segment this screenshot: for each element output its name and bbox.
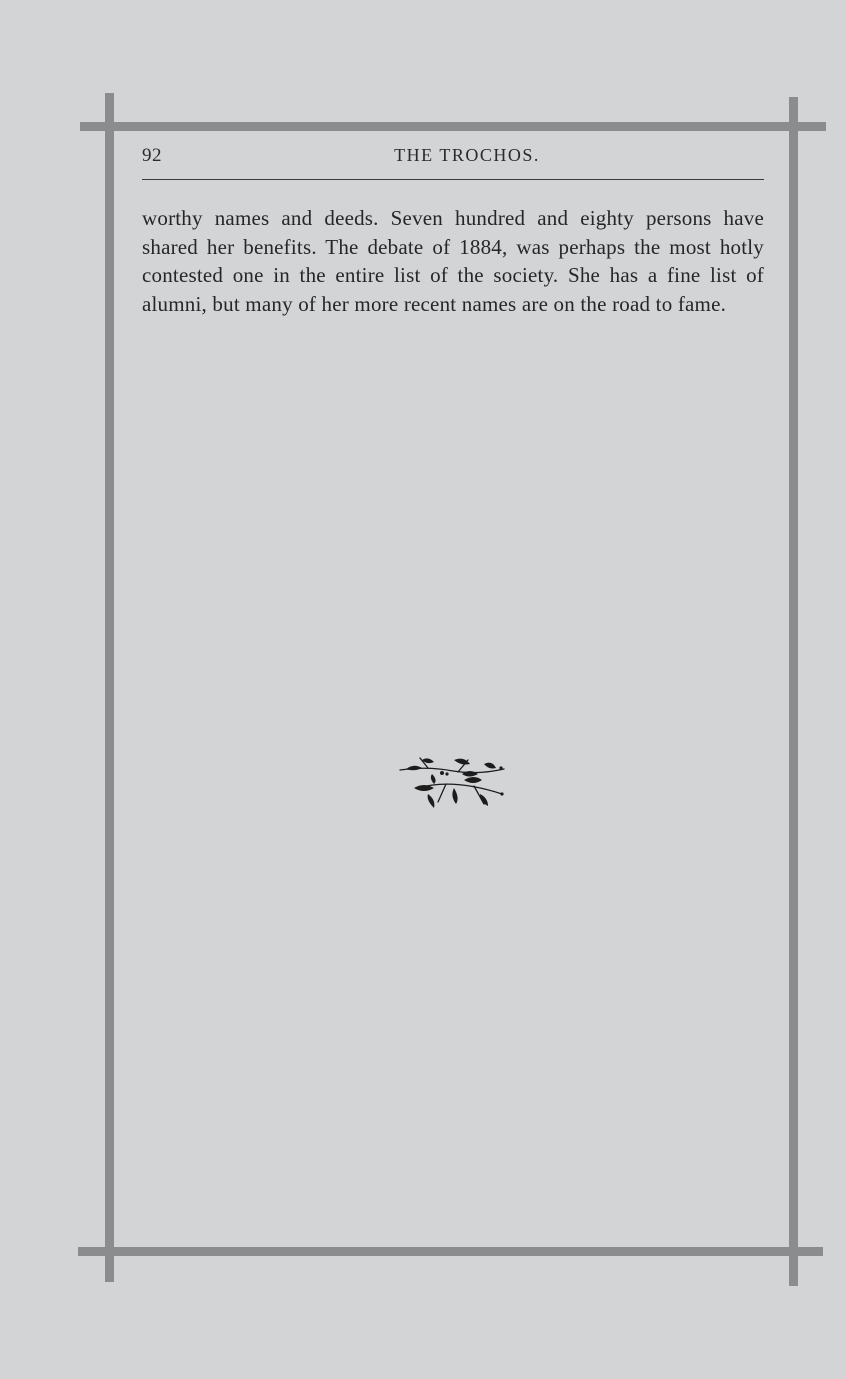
border-rule-bottom [78, 1247, 823, 1256]
running-title: THE TROCHOS. [394, 145, 540, 165]
running-head [142, 143, 764, 169]
header-divider [142, 179, 764, 180]
border-rule-left [105, 93, 114, 1282]
border-rule-right [789, 97, 798, 1286]
floral-sprig-icon [398, 754, 508, 810]
border-rule-top [80, 122, 826, 131]
page-number: 92 [142, 145, 162, 166]
body-paragraph: worthy names and deeds. Seven hundred and eighty persons have shared her benefits. The debate of 1884, was perhaps the most hotly contested one in the entire list of the society. She has a fine list of alumni, but many of her more recent names are on the road to fame. [142, 206, 764, 316]
